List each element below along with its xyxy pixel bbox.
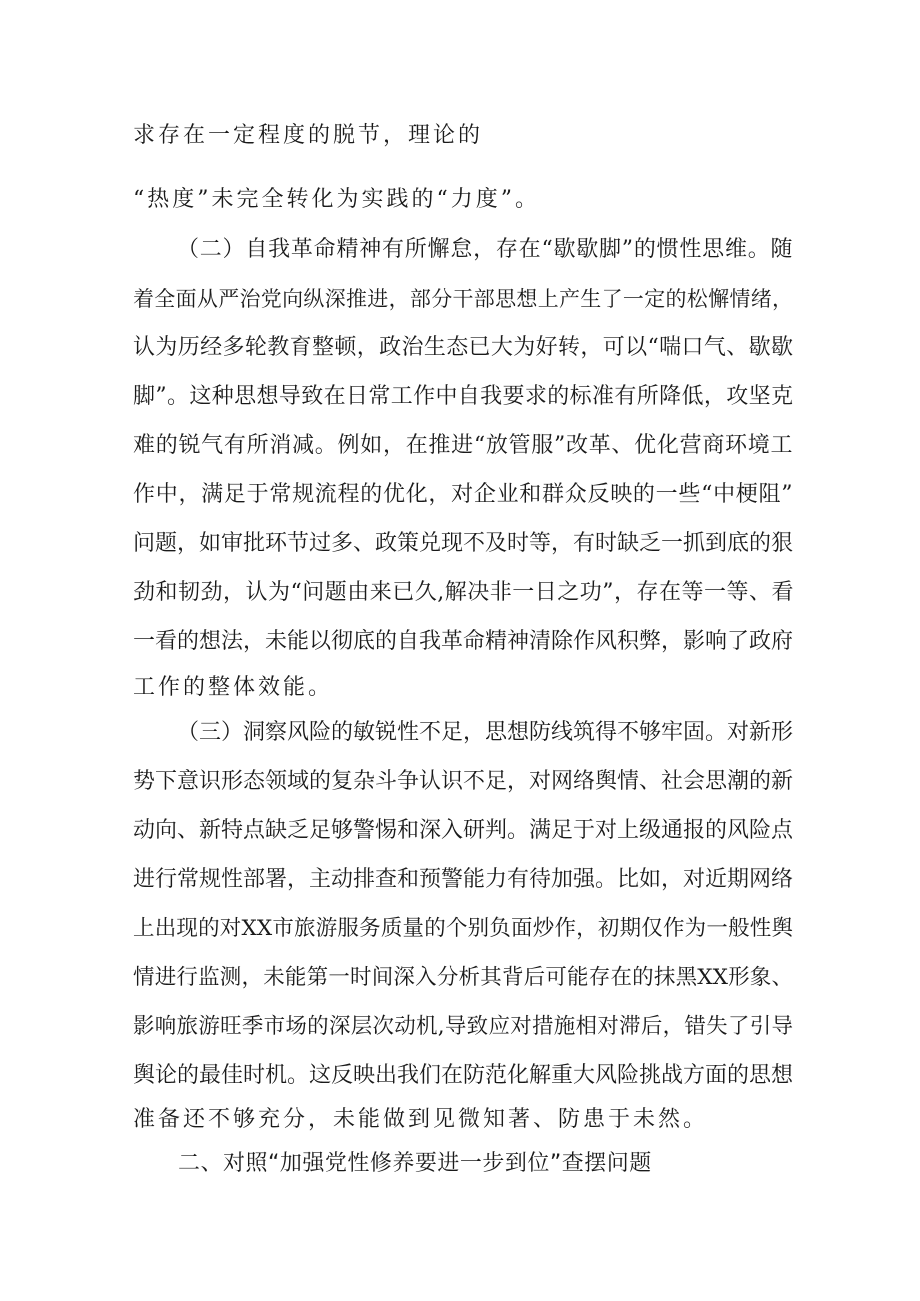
paragraph-3-line: 情进行监测，未能第一时间深入分析其背后可能存在的抹黑XX形象、: [133, 965, 793, 990]
paragraph-2-line: （二）自我革命精神有所懈怠，存在“歇歇脚”的惯性思维。随: [177, 237, 793, 262]
paragraph-3-line: 动向、新特点缺乏足够警惕和深入研判。满足于对上级通报的风险点: [133, 818, 794, 843]
paragraph-3-line: 上出现的对XX市旅游服务质量的个别负面炒作，初期仅作为一般性舆: [133, 916, 793, 941]
paragraph-2-line: 脚”。这种思想导致在日常工作中自我要求的标准有所降低，攻坚克: [133, 384, 793, 409]
paragraph-3-line: 准备还不够充分，未能做到见微知著、防患于未然。: [133, 1107, 709, 1132]
paragraph-3-line: 舆论的最佳时机。这反映出我们在防范化解重大风险挑战方面的思想: [133, 1063, 794, 1088]
paragraph-2-line: 作中，满足于常规流程的优化，对企业和群众反映的一些“中梗阻”: [133, 482, 793, 507]
section-heading: 二、对照“加强党性修养要进一步到位”查摆问题: [178, 1151, 652, 1176]
paragraph-3-line: 势下意识形态领域的复杂斗争认识不足，对网络舆情、社会思潮的新: [133, 769, 794, 794]
text-line: 求存在一定程度的脱节，理论的: [133, 123, 484, 148]
paragraph-2-line: 问题，如审批环节过多、政策兑现不及时等，有时缺乏一抓到底的狠: [133, 531, 794, 556]
paragraph-2-line: 难的锐气有所消减。例如，在推进“放管服”改革、优化营商环境工: [133, 433, 793, 458]
paragraph-2-line: 工作的整体效能。: [133, 675, 334, 700]
paragraph-2-line: 着全面从严治党向纵深推进，部分干部思想上产生了一定的松懈情绪，: [133, 287, 793, 311]
paragraph-3-line: 影响旅游旺季市场的深层次动机,导致应对措施相对滞后，错失了引导: [133, 1014, 793, 1039]
text-line: “热度”未完全转化为实践的“力度”。: [133, 187, 540, 212]
paragraph-3-line: 进行常规性部署，主动排查和预警能力有待加强。比如，对近期网络: [133, 867, 794, 892]
paragraph-2-line: 劲和韧劲，认为“问题由来已久,解决非一日之功”，存在等一等、看: [133, 580, 794, 605]
paragraph-3-line: （三）洞察风险的敏锐性不足，思想防线筑得不够牢固。对新形: [177, 720, 794, 745]
paragraph-2-line: 认为历经多轮教育整顿，政治生态已大为好转，可以“喘口气、歇歇: [133, 335, 793, 360]
paragraph-2-line: 一看的想法，未能以彻底的自我革命精神清除作风积弊，影响了政府: [133, 629, 794, 654]
